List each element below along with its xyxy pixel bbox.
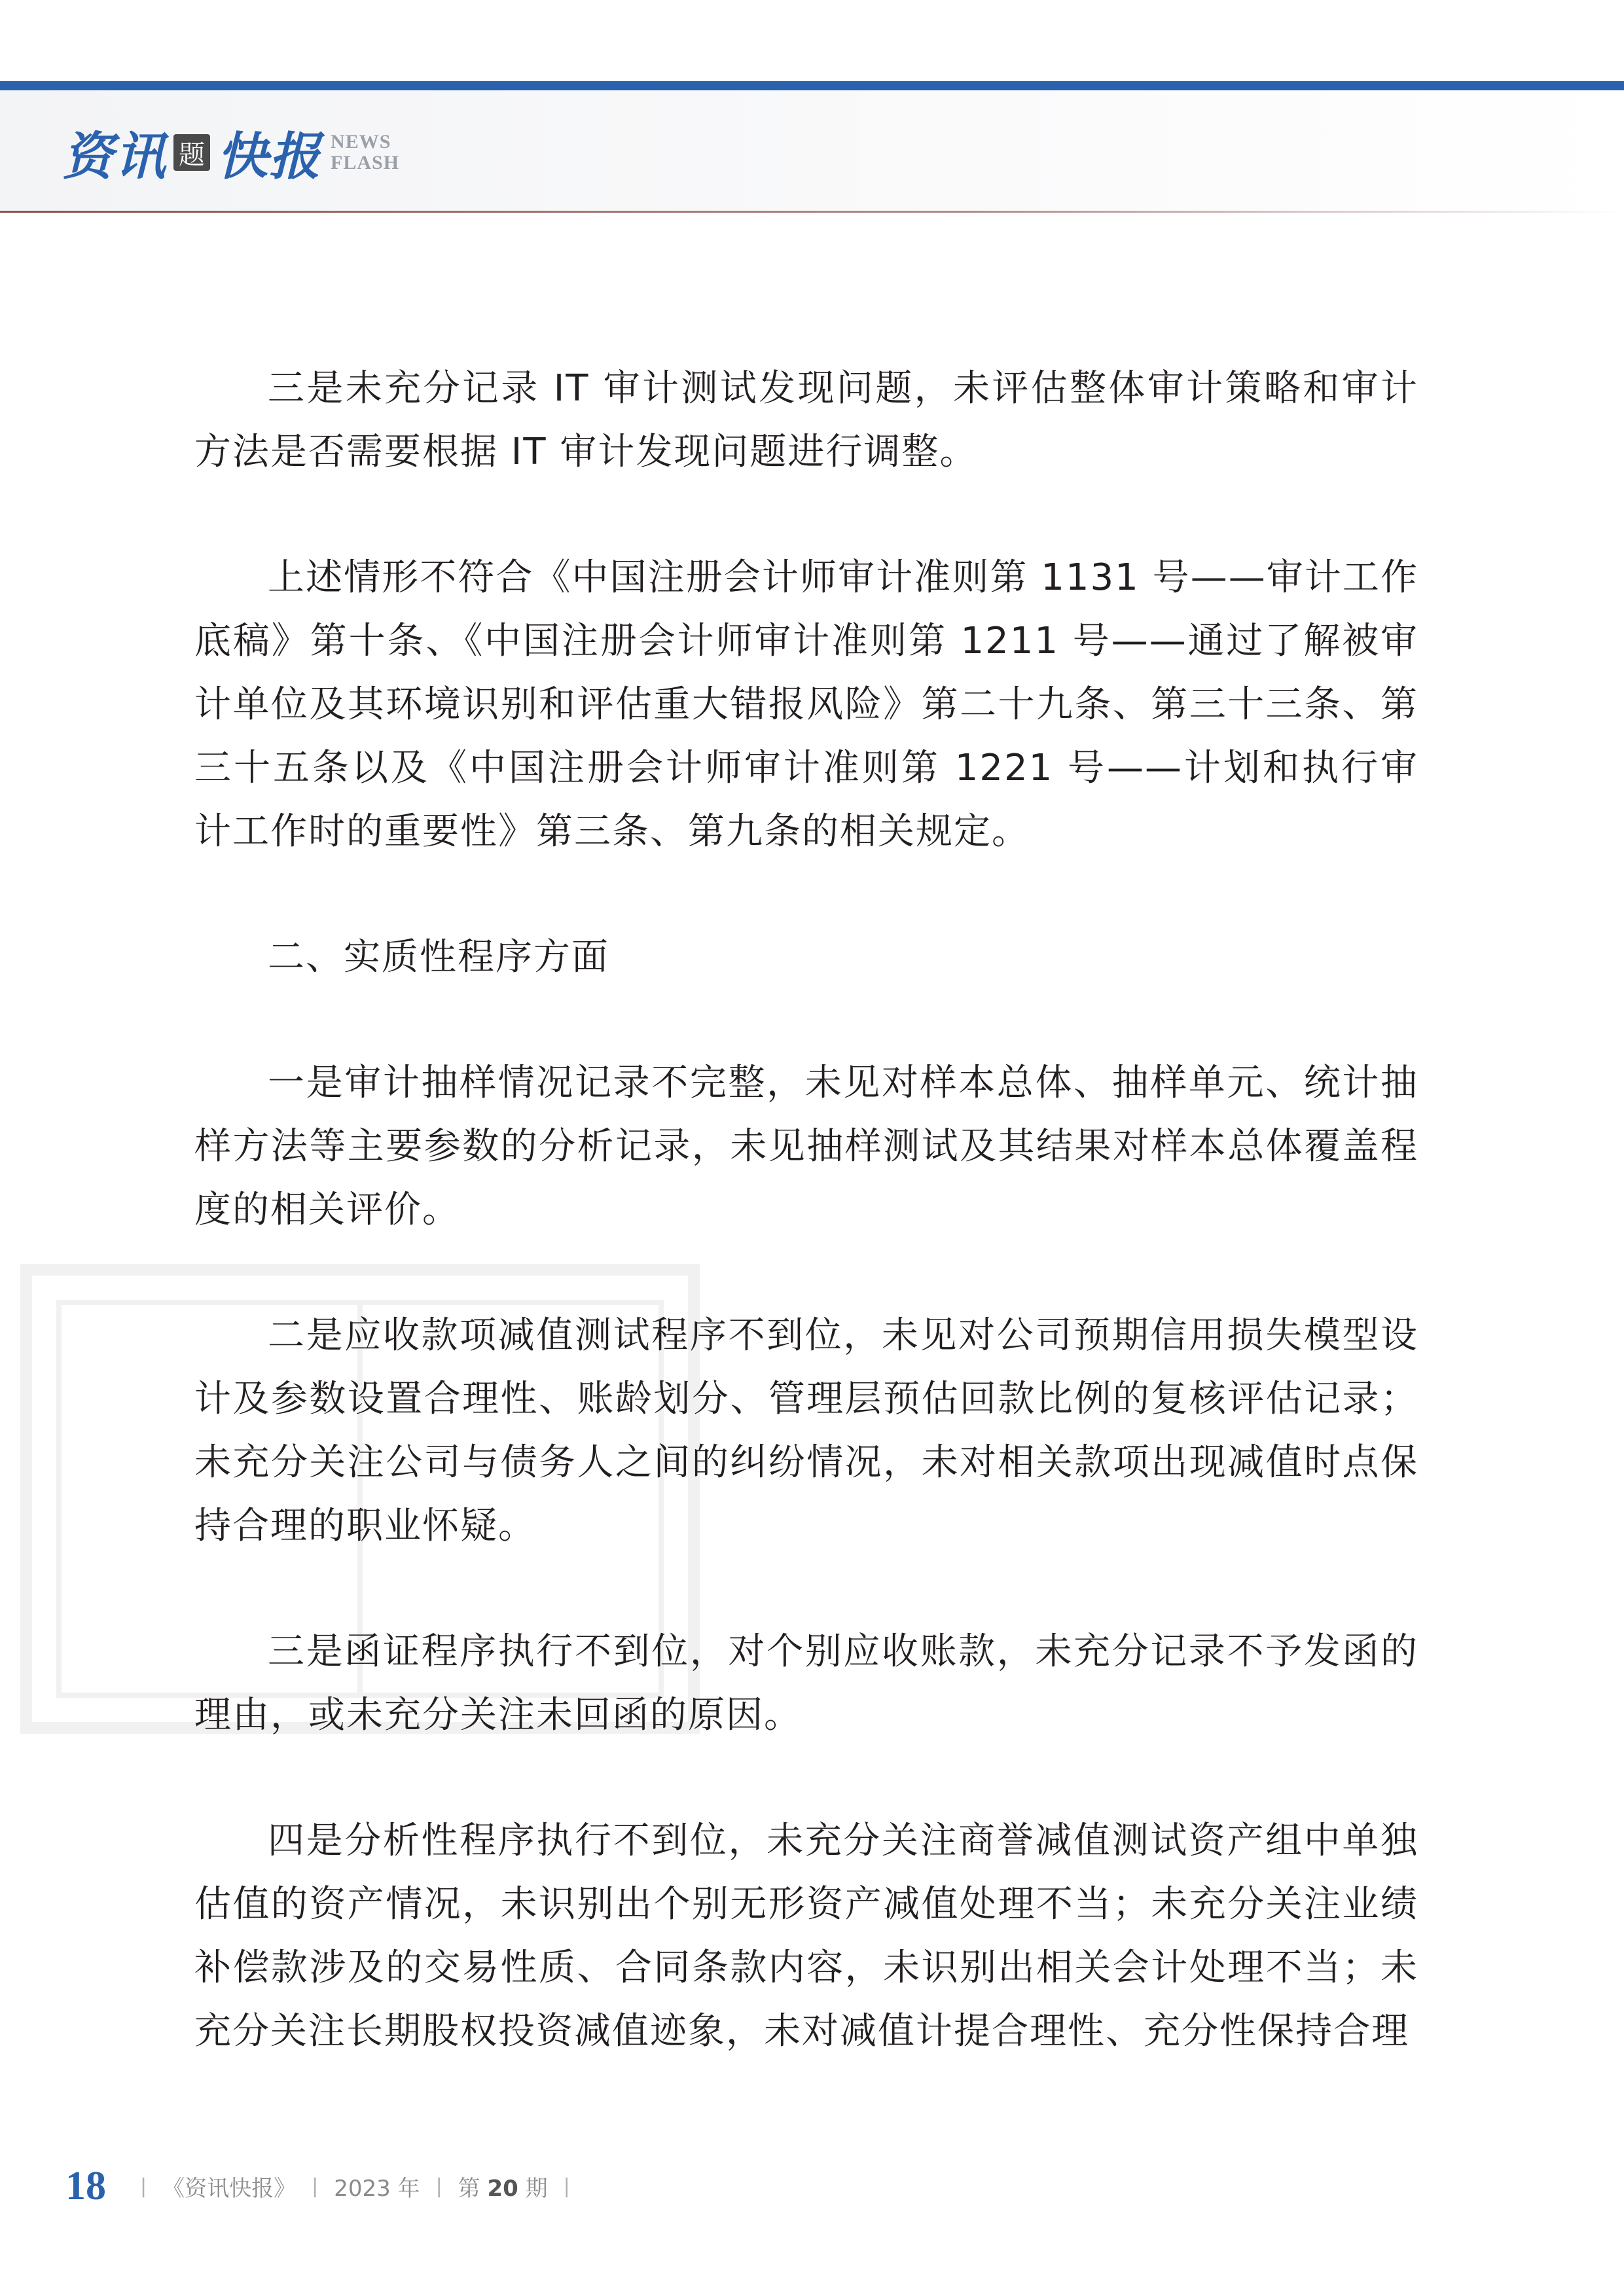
footer-issue-prefix: 第 — [458, 2175, 480, 2202]
article-body — [194, 357, 1418, 2125]
section-heading-substantive-procedures: 二、实质性程序方面 — [268, 936, 609, 978]
footer-separator: | — [140, 2174, 147, 2198]
footer-issue-suffix: 期 — [525, 2175, 548, 2202]
logo-english-line2: FLASH — [331, 152, 400, 173]
paragraph-it-audit: 三是未充分记录 IT 审计测试发现问题，未评估整体审计策略和审计方法是否需要根据 IT 审计发现问题进行调整。 — [194, 367, 1418, 473]
paragraph-standards-violation: 上述情形不符合《中国注册会计师审计准则第 1131 号——审计工作底稿》第十条、《中国注册会计师审计准则第 1211 号——通过了解被审计单位及其环境识别和评估重大错报风险》第二十九条、第三十三条、第三十五条以及《中国注册会计师审计准则第 1221 号——计划和执行审计工作时的重要性》第三条、第九条的相关规定。 — [194, 556, 1418, 853]
footer-year: 2023 年 — [334, 2175, 420, 2202]
paragraph-confirmation: 三是函证程序执行不到位，对个别应收账款，未充分记录不予发函的理由，或未充分关注未回函的原因。 — [194, 1630, 1418, 1736]
footer-issue-number: 20 — [487, 2175, 518, 2202]
header-top-bar — [0, 81, 1624, 90]
masthead-logo — [62, 117, 399, 188]
header-rule — [0, 211, 1624, 213]
footer-separator: | — [435, 2174, 442, 2198]
logo-text-left: 资讯 — [62, 127, 168, 187]
footer-publication: 《资讯快报》 — [162, 2175, 297, 2202]
footer-issue — [458, 2170, 548, 2202]
page-footer — [65, 2160, 586, 2212]
page-number: 18 — [65, 2163, 106, 2208]
logo-seal-icon: 题 — [173, 134, 210, 171]
footer-separator: | — [563, 2174, 570, 2198]
logo-english — [331, 132, 399, 173]
logo-english-line1: NEWS — [331, 131, 391, 152]
paragraph-receivables-impairment: 二是应收款项减值测试程序不到位，未见对公司预期信用损失模型设计及参数设置合理性、账龄划分、管理层预估回款比例的复核评估记录；未充分关注公司与债务人之间的纠纷情况，未对相关款项出现减值时点保持合理的职业怀疑。 — [194, 1314, 1418, 1547]
logo-text-right: 快报 — [217, 127, 322, 187]
footer-separator: | — [312, 2174, 319, 2198]
paragraph-sampling: 一是审计抽样情况记录不完整，未见对样本总体、抽样单元、统计抽样方法等主要参数的分析记录，未见抽样测试及其结果对样本总体覆盖程度的相关评价。 — [194, 1062, 1418, 1231]
paragraph-analytical-procedures: 四是分析性程序执行不到位，未充分关注商誉减值测试资产组中单独估值的资产情况，未识别出个别无形资产减值处理不当；未充分关注业绩补偿款涉及的交易性质、合同条款内容，未识别出相关会计处理不当；未充分关注长期股权投资减值迹象，未对减值计提合理性、充分性保持合理 — [194, 1820, 1418, 2053]
